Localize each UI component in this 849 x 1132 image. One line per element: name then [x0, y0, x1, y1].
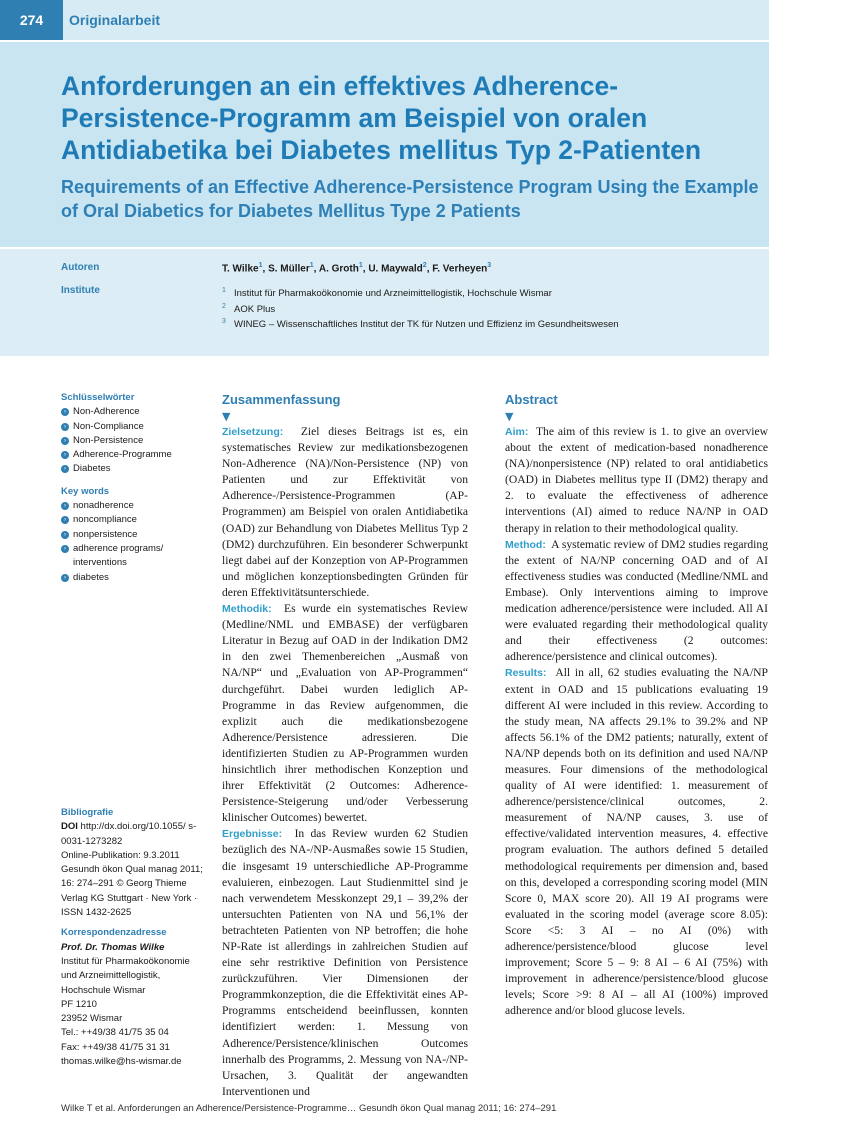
keyword-item: › Non-Compliance [61, 420, 211, 434]
title-english: Requirements of an Effective Adherence-Persistence Program Using the Example of Oral Diabetics for Diabetes Mellitus Type 2 Patients [61, 177, 759, 221]
address-line: Hochschule Wismar [61, 984, 146, 996]
summary-paragraph: Zielsetzung: Ziel dieses Beitrags ist es, ein systematisches Review zur medikationsbezogenen Non-Adherence (NA)/Non-Persistence (NP) von Patienten und zur Effektivität von Adherence-/Persistence-Programmen (AP-Programmen) am Beispiel von oralen Antidiabetika (OAD) zur Behandlung von Diabetes Mellitus Typ 2 (DM2) durchzuführen. Ein besonderer Schwerpunkt liegt dabei auf der Konzeption von AP-Programmen und möglichen konzeptionsbedingten Gründen für deren Effektivitätsunterschiede. [222, 425, 468, 599]
triangle-down-icon: ▼ [505, 410, 514, 423]
email-link[interactable]: thomas.wilke@hs-wismar.de [61, 1056, 182, 1068]
author-affiliation: 1 [309, 262, 314, 269]
bullet-arrow-icon: › [61, 408, 69, 416]
author: S. Müller [268, 263, 310, 275]
page-number: 274 [0, 0, 63, 40]
bullet-arrow-icon: › [61, 465, 69, 473]
journal-citation: Gesundh ökon Qual manag 2011; 16: 274–291 © Georg Thieme Verlag KG Stuttgart · New York · ISSN 1432-2625 [61, 864, 203, 919]
institute-item: $^2$ AOK Plus [222, 302, 276, 315]
bullet-arrow-icon: › [61, 502, 69, 510]
abstract-heading: Abstract [505, 392, 558, 407]
doi-link[interactable]: http://dx.doi.org/10.1055/ s-0031-1273282 [61, 821, 197, 847]
bullet-arrow-icon: › [61, 423, 69, 431]
author: T. Wilke [222, 263, 259, 275]
online-publication: Online-Publikation: 9.3.2011 [61, 849, 180, 861]
bullet-arrow-icon: › [61, 516, 69, 524]
bullet-arrow-icon: › [61, 574, 69, 582]
triangle-down-icon: ▼ [222, 410, 231, 423]
keyword-item: › Adherence-Programme [61, 448, 211, 462]
keywords-en-list [61, 499, 211, 585]
keyword-item: › noncompliance [61, 513, 211, 527]
address-line: Institut für Pharmakoökonomie [61, 955, 190, 967]
keyword-item: › diabetes [61, 571, 211, 585]
zusammenfassung-heading: Zusammenfassung [222, 392, 341, 407]
zusammenfassung-column [222, 392, 468, 1100]
address-line: PF 1210 [61, 998, 97, 1010]
author-affiliation: 2 [422, 262, 427, 269]
address-line: und Arzneimittellogistik, [61, 970, 161, 982]
summary-paragraph: Methodik: Es wurde ein systematisches Review (Medline/NML und EMBASE) der verfügbaren Literatur in Bezug auf OAD in der Indikation DM2 in den zwei Themenbereichen „Ausmaß von NA/NP“ und „Evaluation von AP-Programmen“ durchgeführt. Dabei wurden lediglich AP-Programme in das Review aufgenommen, die explizit auch die medikationsbezogene Adherence/Persistence adressieren. Die identifizierten Studien zu AP-Programmen wurden hinsichtlich ihrer methodischen Konzeption und ihrer Effektivität (2 Outcomes: Adherence-Persistence-Steigerung und/oder Verbesserung klinischer Outcomes) bewertet. [222, 602, 468, 825]
fax-line: Fax: ++49/38 41/75 31 31 [61, 1041, 170, 1053]
institutes-label: Institute [61, 285, 100, 296]
keywords-en-label: Key words [61, 485, 110, 497]
author: U. Maywald [368, 263, 423, 275]
keywords-de-list [61, 405, 211, 476]
bullet-arrow-icon: › [61, 451, 69, 459]
phone-line: Tel.: ++49/38 41/75 35 04 [61, 1027, 169, 1039]
institute-item: $^1$ Institut für Pharmakoökonomie und Arzneimittellogistik, Hochschule Wismar [222, 287, 552, 300]
institute-item: $^3$ WINEG – Wissenschaftliches Institut der TK für Nutzen und Effizienz im Gesundheitswesen [222, 318, 619, 331]
keyword-item: › adherence programs/ interventions [61, 542, 188, 571]
page-footer: Wilke T et al. Anforderungen an Adherence/Persistence-Programme… Gesundh ökon Qual manag 2011; 16: 274–291 [61, 1103, 557, 1114]
title-german: Anforderungen an ein effektives Adherence-Persistence-Programm am Beispiel von oralen Antidiabetika bei Diabetes mellitus Typ 2-Patienten [61, 71, 702, 165]
author: F. Verheyen [432, 263, 488, 275]
keywords-de-label: Schlüsselwörter [61, 392, 135, 403]
author-affiliation: 3 [487, 262, 492, 269]
keyword-item: › nonadherence [61, 499, 211, 513]
institute-list [222, 285, 619, 332]
bullet-arrow-icon: › [61, 531, 69, 539]
keyword-item: › Diabetes [61, 462, 211, 476]
correspondence-name: Prof. Dr. Thomas Wilke [61, 941, 165, 953]
author-affiliation: 1 [358, 262, 363, 269]
abstract-paragraph: Results: All in all, 62 studies evaluating the NA/NP extent in OAD and 15 publications evaluating 19 different AI were included in this review. According to the study mean, NA affects 29.1% to 39.2% and NP affects 56.1% of the DM2 patients; naturally, extent of NA/NP depends both on its definition and used NA/NP measures. Four dimensions of the methodological quality of AI were identified: 1. measurement of adherence/persistence/clinical outcomes, 2. measurement of NA/NP causes, 3. use of effective/validated intervention measures, 4. effective program evaluation. The authors defined 5 detailed methodological requirements per dimension and, based on this, developed a corresponding scoring model (MIN Score 0, MAX score 20). All 19 AI programs were evaluated in the scoring model (average score 8.05): Score <5: 3 AI – no AI (0%) with adherence/persistence/blood glucose level improvement; Score 5 – 9: 8 AI – 6 AI (75%) with improvement in adherence/persistence/blood glucose levels; Score >9: 8 AI – all AI (100%) improved adherence and/or blood glucose levels. [505, 666, 768, 1018]
authors-label: Autoren [61, 262, 100, 273]
author-list: T. Wilke$^1$, S. Müller$^1$, A. Groth$^1$, U. Maywald$^2$, F. Verheyen$^3$ [222, 262, 492, 275]
abstract-paragraph: Aim: The aim of this review is 1. to give an overview about the extent of medication-based nonadherence (NA)/nonpersistence (NP) related to oral antidiabetics (OAD) in Diabetes mellitus type II (DM2) therapy and 2. to evaluate the effectiveness of adherence interventions (AI) aimed to reduce NA/NP in OAD therapy in relation to their methodological quality. [505, 425, 768, 535]
keyword-item: › Non-Persistence [61, 434, 211, 448]
correspondence-label: Korrespondenzadresse [61, 927, 167, 939]
doi-line: DOI http://dx.doi.org/10.1055/ s-0031-1273282 [61, 821, 197, 847]
keywords-sidebar [61, 391, 211, 585]
abstract-column [505, 392, 768, 1019]
bibliography-block [61, 806, 203, 1069]
section-label: Originalarbeit [69, 12, 161, 28]
keyword-item: › nonpersistence [61, 528, 211, 542]
summary-paragraph: Ergebnisse: In das Review wurden 62 Studien bezüglich des NA-/NP-Ausmaßes sowie 15 Studien, die insgesamt 19 unterschiedliche AP-Programme evaluieren, einbezogen. Laut Studienmittel sind je nach verwendetem Messkonzept 29,1 – 39,2% der untersuchten Patienten von NA und 56,1% der betrachteten Patienten von NP betroffen; die hohe NP-Rate ist allerdings in zahlreichen Studien auf eine sehr restriktive Definition von Persistence zurückzuführen. Vier Dimensionen der Programmkonzeption, die die Effektivität eines AP-Programms entscheidend beeinflussen, konnten identifiziert werden: 1. Messung von Adherence/Persistence/klinischen Outcomes innerhalb des Programms, 2. Messung von NA-/NP-Ursachen, 3. Qualität der angewandten Interventionen und [222, 827, 469, 1098]
bibliography-label: Bibliografie [61, 807, 114, 818]
bullet-arrow-icon: › [61, 437, 69, 445]
address-line: 23952 Wismar [61, 1013, 123, 1025]
keyword-item: › Non-Adherence [61, 405, 211, 419]
abstract-paragraph: Method: A systematic review of DM2 studies regarding the extent of NA/NP concerning OAD and of AI effectiveness studies was conducted (Medline/NML and Embase). Only interventions aiming to improve medication adherence/persistence were included. All AI were evaluated regarding their methodological quality and their effectiveness (2 outcomes: adherence/persistence and clinical outcomes). [505, 537, 768, 664]
bullet-arrow-icon: › [61, 545, 69, 553]
author-affiliation: 1 [258, 262, 263, 269]
author: A. Groth [318, 263, 359, 275]
